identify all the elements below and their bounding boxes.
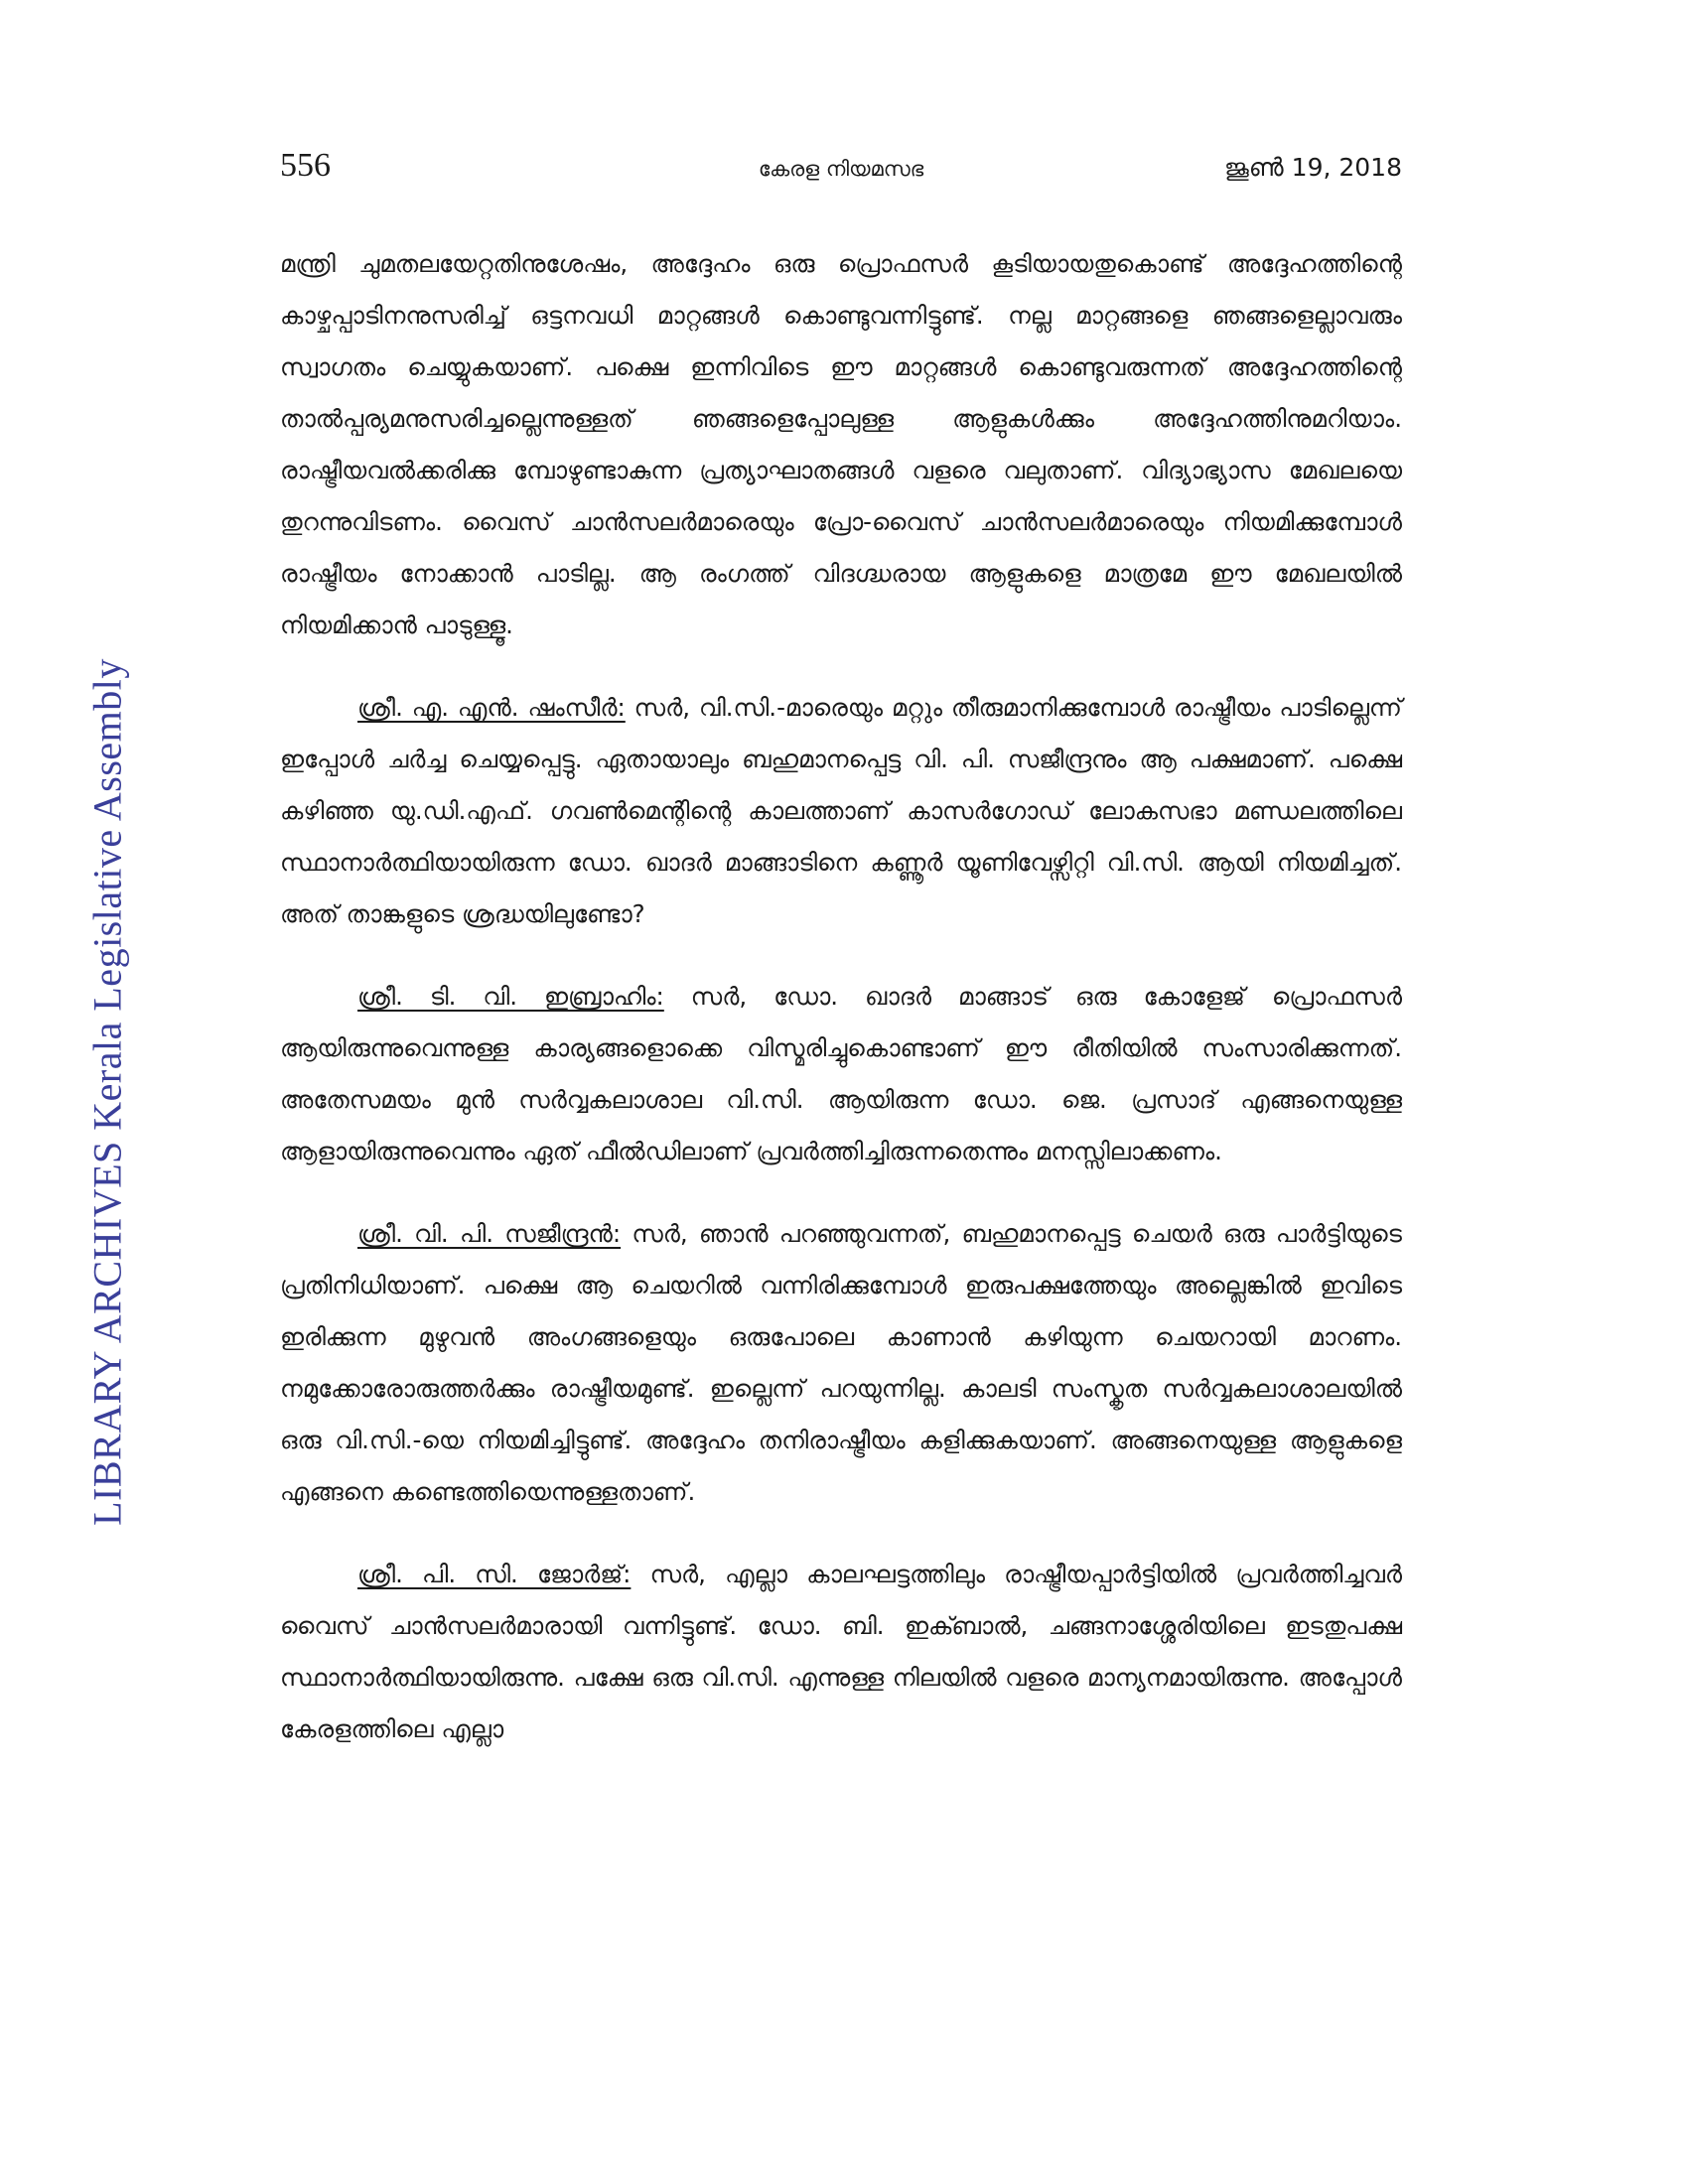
- paragraph: [280, 682, 1402, 940]
- speaker-name: ശ്രീ. എ. എൻ. ഷംസീർ:: [357, 693, 626, 722]
- paragraph-text: സർ, ഡോ. ഖാദർ മാങ്ങാട് ഒരു കോളേജ് പ്രൊഫസർ ആയിരുന്നുവെന്നുള്ള കാര്യങ്ങളൊക്കെ വിസ്മരിച്ചുകൊണ്ടാണ് ഈ രീതിയിൽ സംസാരിക്കുന്നത്. അതേസമയം മുൻ സർവ്വകലാശാല വി.സി. ആയിരുന്ന ഡോ. ജെ. പ്രസാദ് എങ്ങനെയുള്ള ആളായിരുന്നുവെന്നും ഏത് ഫീൽഡിലാണ് പ്രവർത്തിച്ചിരുന്നതെന്നും മനസ്സിലാക്കണം.: [280, 982, 1402, 1165]
- paragraph: [280, 238, 1402, 651]
- paragraph-text: മന്ത്രി ചുമതലയേറ്റതിനുശേഷം, അദ്ദേഹം ഒരു പ്രൊഫസർ കൂടിയായതുകൊണ്ട് അദ്ദേഹത്തിന്റെ കാഴ്ചപ്പാടിനനുസരിച്ച് ഒട്ടനവധി മാറ്റങ്ങൾ കൊണ്ടുവന്നിട്ടുണ്ട്. നല്ല മാറ്റങ്ങളെ ഞങ്ങളെല്ലാവരും സ്വാഗതം ചെയ്യുകയാണ്. പക്ഷെ ഇന്നിവിടെ ഈ മാറ്റങ്ങൾ കൊണ്ടുവരുന്നത് അദ്ദേഹത്തിന്റെ താൽപ്പര്യമനുസരിച്ചല്ലെന്നുള്ളത് ഞങ്ങളെപ്പോലുള്ള ആളുകൾക്കും അദ്ദേഹത്തിനുമറിയാം. രാഷ്ട്രീയവൽക്കരിക്കു മ്പോഴുണ്ടാകുന്ന പ്രത്യാഘാതങ്ങൾ വളരെ വലുതാണ്. വിദ്യാഭ്യാസ മേഖലയെ തുറന്നുവിടണം. വൈസ് ചാൻസലർമാരെയും പ്രോ-വൈസ് ചാൻസലർമാരെയും നിയമിക്കുമ്പോൾ രാഷ്ട്രീയം നോക്കാൻ പാടില്ല. ആ രംഗത്ത് വിദഗ്ദ്ധരായ ആളുകളെ മാത്രമേ ഈ മേഖലയിൽ നിയമിക്കാൻ പാടുള്ളൂ.: [280, 249, 1402, 639]
- page-number: 556: [280, 147, 331, 184]
- paragraph: [280, 1208, 1402, 1518]
- paragraph: [280, 971, 1402, 1177]
- paragraph-text: സർ, എല്ലാ കാലഘട്ടത്തിലും രാഷ്ട്രീയപ്പാർട്ടിയിൽ പ്രവർത്തിച്ചവർ വൈസ് ചാൻസലർമാരായി വന്നിട്ടുണ്ട്. ഡോ. ബി. ഇക്ബാൽ, ചങ്ങനാശ്ശേരിയിലെ ഇടതുപക്ഷ സ്ഥാനാർത്ഥിയായിരുന്നു. പക്ഷേ ഒരു വി.സി. എന്നുള്ള നിലയിൽ വളരെ മാന്യനമായിരുന്നു. അപ്പോൾ കേരളത്തിലെ എല്ലാ: [280, 1560, 1402, 1743]
- paragraph: [280, 1549, 1402, 1755]
- page-header: [280, 147, 1402, 197]
- speaker-name: ശ്രീ. വി. പി. സജീന്ദ്രൻ:: [357, 1219, 622, 1248]
- paragraph-text: സർ, ഞാൻ പറഞ്ഞുവന്നത്, ബഹുമാനപ്പെട്ട ചെയർ ഒരു പാർട്ടിയുടെ പ്രതിനിധിയാണ്. പക്ഷെ ആ ചെയറിൽ വന്നിരിക്കുമ്പോൾ ഇരുപക്ഷത്തേയും അല്ലെങ്കിൽ ഇവിടെ ഇരിക്കുന്ന മുഴുവൻ അംഗങ്ങളെയും ഒരുപോലെ കാണാൻ കഴിയുന്ന ചെയറായി മാറണം. നമുക്കോരോരുത്തർക്കും രാഷ്ട്രീയമുണ്ട്. ഇല്ലെന്ന് പറയുന്നില്ല. കാലടി സംസ്കൃത സർവ്വകലാശാലയിൽ ഒരു വി.സി.-യെ നിയമിച്ചിട്ടുണ്ട്. അദ്ദേഹം തനിരാഷ്ട്രീയം കളിക്കുകയാണ്. അങ്ങനെയുള്ള ആളുകളെ എങ്ങനെ കണ്ടെത്തിയെന്നുള്ളതാണ്.: [280, 1219, 1402, 1506]
- header-date: ജൂൺ 19, 2018: [1223, 153, 1402, 182]
- paragraph-text: സർ, വി.സി.-മാരെയും മറ്റും തീരുമാനിക്കുമ്പോൾ രാഷ്ട്രീയം പാടില്ലെന്ന് ഇപ്പോൾ ചർച്ച ചെയ്യപ്പെട്ടു. ഏതായാലും ബഹുമാനപ്പെട്ട വി. പി. സജീന്ദ്രനും ആ പക്ഷമാണ്. പക്ഷെ കഴിഞ്ഞ യു.ഡി.എഫ്. ഗവൺമെന്റിന്റെ കാലത്താണ് കാസർഗോഡ് ലോകസഭാ മണ്ഡലത്തിലെ സ്ഥാനാർത്ഥിയായിരുന്ന ഡോ. ഖാദർ മാങ്ങാടിനെ കണ്ണൂർ യൂണിവേഴ്സിറ്റി വി.സി. ആയി നിയമിച്ചത്. അത് താങ്കളുടെ ശ്രദ്ധയിലുണ്ടോ?: [280, 693, 1403, 928]
- running-title: കേരള നിയമസഭ: [758, 157, 924, 181]
- proceedings-text: [280, 238, 1402, 1786]
- speaker-name: ശ്രീ. പി. സി. ജോർജ്:: [357, 1560, 632, 1588]
- speaker-name: ശ്രീ. ടി. വി. ഇബ്രാഹിം:: [357, 982, 664, 1011]
- archive-watermark: LIBRARY ARCHIVES Kerala Legislative Assembly: [84, 658, 130, 1526]
